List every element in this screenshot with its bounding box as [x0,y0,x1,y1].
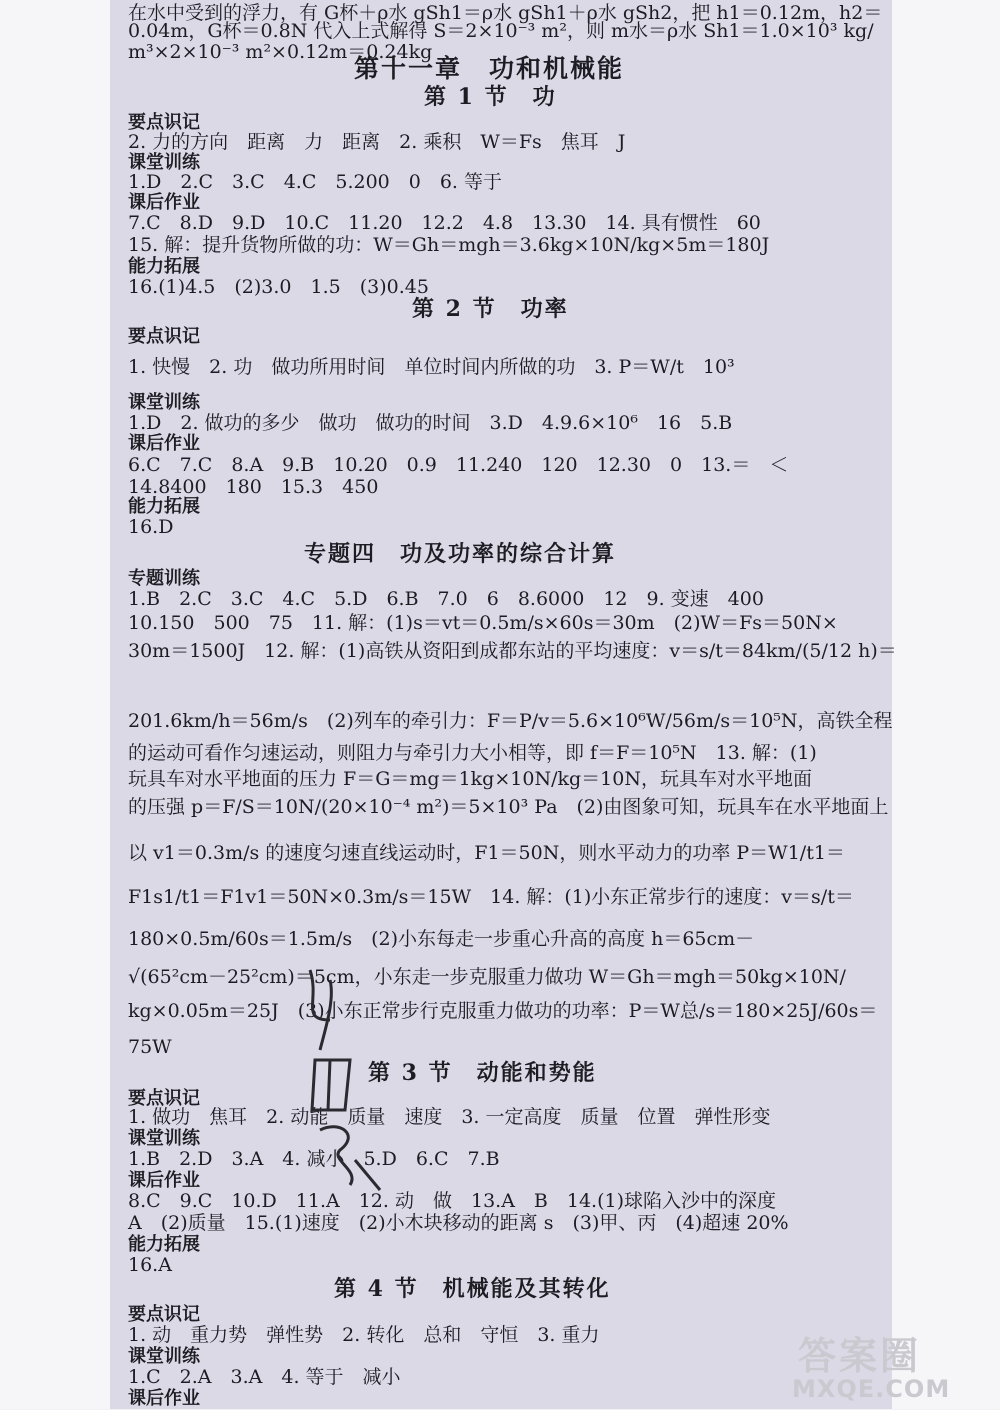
section-label: 专题训练 [128,568,200,589]
answer-line: 180×0.5m/60s＝1.5m/s (2)小东每走一步重心升高的高度 h＝65cm－ [128,928,755,950]
section-label: 要点识记 [128,112,200,133]
answer-line: kg×0.05m＝25J (3)小东正常步行克服重力做功的功率：P＝W总/s＝180×25J/60s＝ [128,1000,878,1022]
section-label: 课堂训练 [128,1346,200,1367]
section-title: 第 1 节 功 [424,84,557,110]
watermark-logo-text: 答案圈 [798,1334,922,1378]
section-title: 第 4 节 机械能及其转化 [334,1276,611,1302]
section-label: 能力拓展 [128,496,200,517]
answer-line: 75W [128,1036,172,1058]
answer-line: A (2)质量 15.(1)速度 (2)小木块移动的距离 s (3)甲、丙 (4)超速 20% [128,1212,789,1234]
answer-line: 的运动可看作匀速运动，则阻力与牵引力大小相等，即 f＝F＝10⁵N 13. 解：(1) [128,742,817,764]
section-label: 要点识记 [128,1088,200,1109]
section-label: 课后作业 [128,433,200,454]
right-margin [892,0,1000,1409]
chapter-title: 第十一章 功和机械能 [354,54,625,83]
answer-line: 15. 解：提升货物所做的功：W＝Gh＝mgh＝3.6kg×10N/kg×5m＝180J [128,234,770,256]
answer-line: F1s1/t1＝F1v1＝50N×0.3m/s＝15W 14. 解：(1)小东正常步行的速度：v＝s/t＝ [128,886,854,908]
left-margin [0,0,110,1409]
section-label: 课后作业 [128,1388,200,1409]
answer-line: 的压强 p＝F/S＝10N/(20×10⁻⁴ m²)＝5×10³ Pa (2)由图象可知，玩具车在水平地面上 [128,796,889,818]
section-label: 能力拓展 [128,256,200,277]
answer-line: 1.B 2.C 3.C 4.C 5.D 6.B 7.0 6 8.6000 12 9. 变速 400 [128,588,764,610]
section-label: 要点识记 [128,326,200,347]
answer-line: 16.(1)4.5 (2)3.0 1.5 (3)0.45 [128,276,429,298]
answer-line: 30m＝1500J 12. 解：(1)高铁从资阳到成都东站的平均速度：v＝s/t＝84km/(5/12 h)＝ [128,640,897,662]
answer-line: 8.C 9.C 10.D 11.A 12. 动 做 13.A B 14.(1)球陷入沙中的深度 [128,1190,777,1212]
site-watermark [788,1325,968,1405]
section-label: 课后作业 [128,1170,200,1191]
answer-line: 1. 动 重力势 弹性势 2. 转化 总和 守恒 3. 重力 [128,1324,600,1346]
section-title: 第 3 节 动能和势能 [368,1060,597,1086]
answer-line: 14.8400 180 15.3 450 [128,476,379,498]
section-label: 课堂训练 [128,152,200,173]
answer-line: 1. 做功 焦耳 2. 动能 质量 速度 3. 一定高度 质量 位置 弹性形变 [128,1106,771,1128]
answer-line: 玩具车对水平地面的压力 F＝G＝mg＝1kg×10N/kg＝10N，玩具车对水平地面 [128,768,812,790]
answer-line: 1.D 2.C 3.C 4.C 5.200 0 6. 等于 [128,171,503,193]
answer-line: 1.B 2.D 3.A 4. 减小 5.D 6.C 7.B [128,1148,500,1170]
answer-line: 16.D [128,516,174,538]
answer-line: 1. 快慢 2. 功 做功所用时间 单位时间内所做的功 3. P＝W/t 10³ [128,356,735,378]
section-label: 要点识记 [128,1304,200,1325]
watermark-url: MXQE.COM [792,1375,951,1403]
section-label: 课堂训练 [128,392,200,413]
answer-line: m³×2×10⁻³ m²×0.12m＝0.24kg [128,41,433,63]
answer-line: 6.C 7.C 8.A 9.B 10.20 0.9 11.240 120 12.30 0 13.＝ ＜ [128,454,789,476]
answer-line: 7.C 8.D 9.D 10.C 11.20 12.2 4.8 13.30 14. 具有惯性 60 [128,212,761,234]
answer-line: 10.150 500 75 11. 解：(1)s＝vt＝0.5m/s×60s＝30m (2)W＝Fs＝50N× [128,612,838,634]
answer-line: 以 v1＝0.3m/s 的速度匀速直线运动时，F1＝50N，则水平动力的功率 P＝W1/t1＝ [128,842,845,864]
answer-line: 16.A [128,1254,172,1276]
answer-line: 201.6km/h＝56m/s (2)列车的牵引力：F＝P/v＝5.6×10⁶W/56m/s＝10⁵N，高铁全程 [128,710,893,732]
section-label: 能力拓展 [128,1234,200,1255]
answer-line: 在水中受到的浮力，有 G杯＋ρ水 gSh1＝ρ水 gSh1＋ρ水 gSh2，把 h1＝0.12m，h2＝ [128,2,883,24]
answer-line: √(65²cm－25²cm)＝5cm，小东走一步克服重力做功 W＝Gh＝mgh＝50kg×10N/ [128,966,846,988]
section-title: 第 2 节 功率 [412,296,569,322]
answer-line: 1.C 2.A 3.A 4. 等于 减小 [128,1366,401,1388]
answer-line: 0.04m，G杯＝0.8N 代入上式解得 S＝2×10⁻³ m²，则 m水＝ρ水 Sh1＝1.0×10³ kg/ [128,20,874,42]
section-title: 专题四 功及功率的综合计算 [304,541,617,567]
answer-line: 1.D 2. 做功的多少 做功 做功的时间 3.D 4.9.6×10⁶ 16 5.B [128,412,733,434]
section-label: 课后作业 [128,192,200,213]
section-label: 课堂训练 [128,1128,200,1149]
answer-line: 2. 力的方向 距离 力 距离 2. 乘积 W＝Fs 焦耳 J [128,131,626,153]
